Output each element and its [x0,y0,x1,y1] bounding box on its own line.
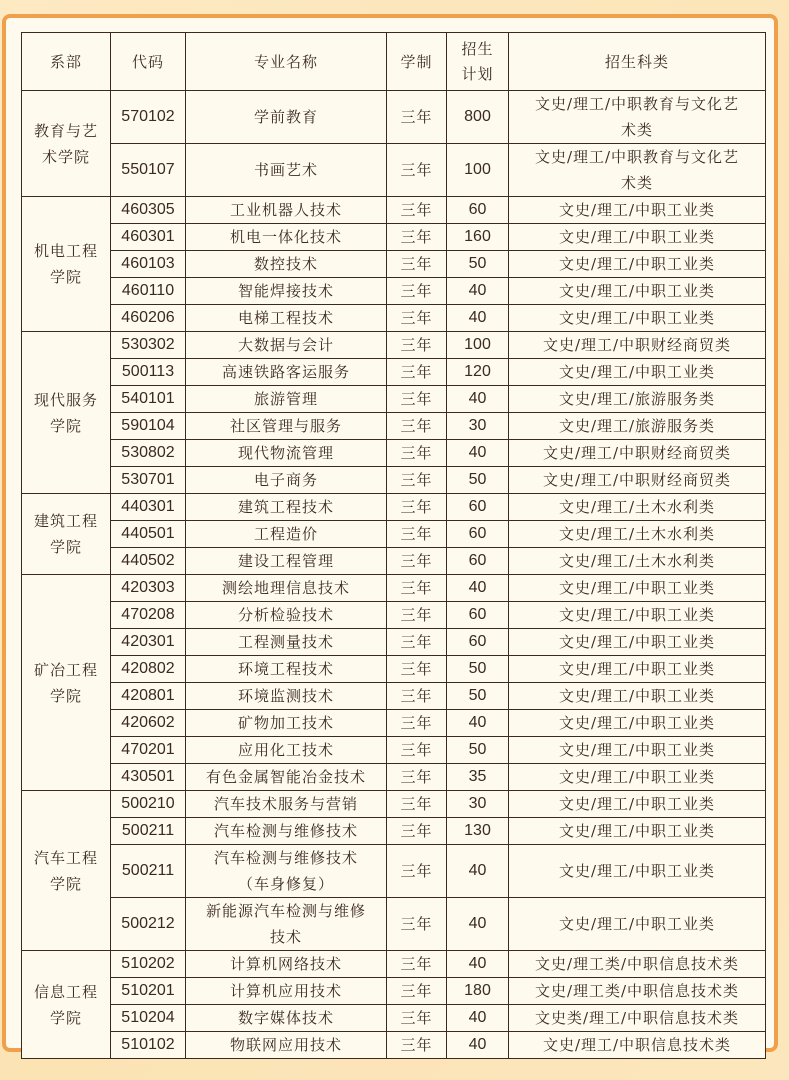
duration-cell: 三年 [387,359,447,386]
plan-cell: 60 [447,629,509,656]
code-cell: 420301 [111,629,186,656]
duration-cell: 三年 [387,305,447,332]
table-row [22,440,766,467]
plan-cell: 40 [447,575,509,602]
plan-cell: 60 [447,548,509,575]
duration-cell: 三年 [387,197,447,224]
major-cell: 工程造价 [186,521,387,548]
category-cell: 文史/理工/中职工业类 [509,359,766,386]
header-major: 专业名称 [186,33,387,91]
code-cell: 460103 [111,251,186,278]
table-row [22,764,766,791]
code-cell: 510201 [111,978,186,1005]
table-row [22,332,766,359]
duration-cell: 三年 [387,1005,447,1032]
category-cell: 文史/理工/中职工业类 [509,791,766,818]
plan-cell: 40 [447,1005,509,1032]
plan-cell: 40 [447,440,509,467]
code-cell: 440301 [111,494,186,521]
table-row [22,791,766,818]
category-cell: 文史/理工/中职工业类 [509,305,766,332]
duration-cell: 三年 [387,224,447,251]
header-duration: 学制 [387,33,447,91]
major-cell: 环境工程技术 [186,656,387,683]
table-row [22,305,766,332]
duration-cell: 三年 [387,575,447,602]
table-row [22,978,766,1005]
code-cell: 420801 [111,683,186,710]
category-cell: 文史/理工类/中职信息技术类 [509,951,766,978]
table-row [22,845,766,898]
plan-cell: 40 [447,386,509,413]
duration-cell: 三年 [387,278,447,305]
major-cell: 汽车检测与维修技术 [186,818,387,845]
major-cell: 工业机器人技术 [186,197,387,224]
code-cell: 500113 [111,359,186,386]
duration-cell: 三年 [387,764,447,791]
duration-cell: 三年 [387,413,447,440]
table-row [22,521,766,548]
major-cell: 智能焊接技术 [186,278,387,305]
table-row [22,898,766,951]
major-cell: 环境监测技术 [186,683,387,710]
code-cell: 460305 [111,197,186,224]
plan-cell: 40 [447,898,509,951]
major-cell: 高速铁路客运服务 [186,359,387,386]
table-row [22,467,766,494]
plan-cell: 40 [447,845,509,898]
header-category: 招生科类 [509,33,766,91]
code-cell: 530701 [111,467,186,494]
code-cell: 510204 [111,1005,186,1032]
major-cell: 汽车技术服务与营销 [186,791,387,818]
header-code: 代码 [111,33,186,91]
table-row [22,224,766,251]
table-body [22,91,766,1059]
major-cell: 学前教育 [186,91,387,144]
duration-cell: 三年 [387,737,447,764]
plan-cell: 60 [447,521,509,548]
table-row [22,359,766,386]
category-cell: 文史/理工/中职工业类 [509,629,766,656]
category-cell: 文史/理工/中职工业类 [509,251,766,278]
major-cell: 数字媒体技术 [186,1005,387,1032]
table-row [22,951,766,978]
plan-cell: 50 [447,683,509,710]
major-cell: 电子商务 [186,467,387,494]
plan-cell: 60 [447,602,509,629]
major-cell: 物联网应用技术 [186,1032,387,1059]
code-cell: 420802 [111,656,186,683]
category-cell: 文史/理工/中职财经商贸类 [509,467,766,494]
major-cell: 现代物流管理 [186,440,387,467]
plan-cell: 160 [447,224,509,251]
category-cell: 文史/理工/中职工业类 [509,656,766,683]
category-cell: 文史/理工/土木水利类 [509,494,766,521]
category-cell: 文史/理工/旅游服务类 [509,386,766,413]
dept-cell: 现代服务 学院 [22,332,111,494]
plan-cell: 50 [447,737,509,764]
code-cell: 430501 [111,764,186,791]
table-row [22,818,766,845]
duration-cell: 三年 [387,602,447,629]
plan-cell: 60 [447,197,509,224]
table-row [22,575,766,602]
major-cell: 工程测量技术 [186,629,387,656]
duration-cell: 三年 [387,521,447,548]
category-cell: 文史/理工类/中职信息技术类 [509,978,766,1005]
header-dept: 系部 [22,33,111,91]
category-cell: 文史/理工/中职信息技术类 [509,1032,766,1059]
table-row [22,386,766,413]
duration-cell: 三年 [387,656,447,683]
plan-cell: 40 [447,278,509,305]
table-row [22,278,766,305]
table-row [22,629,766,656]
category-cell: 文史/理工/中职工业类 [509,278,766,305]
category-cell: 文史/理工/中职教育与文化艺 术类 [509,144,766,197]
major-cell: 测绘地理信息技术 [186,575,387,602]
duration-cell: 三年 [387,845,447,898]
duration-cell: 三年 [387,332,447,359]
duration-cell: 三年 [387,467,447,494]
plan-cell: 60 [447,494,509,521]
code-cell: 500211 [111,845,186,898]
plan-cell: 180 [447,978,509,1005]
enrollment-card [2,14,778,1052]
table-row [22,1032,766,1059]
code-cell: 420303 [111,575,186,602]
header-plan [447,33,509,91]
code-cell: 510102 [111,1032,186,1059]
table-row [22,1005,766,1032]
code-cell: 440502 [111,548,186,575]
category-cell: 文史类/理工/中职信息技术类 [509,1005,766,1032]
major-cell: 新能源汽车检测与维修 技术 [186,898,387,951]
category-cell: 文史/理工/旅游服务类 [509,413,766,440]
major-cell: 汽车检测与维修技术 （车身修复） [186,845,387,898]
table-row [22,91,766,144]
plan-cell: 50 [447,656,509,683]
table-row [22,683,766,710]
category-cell: 文史/理工/中职财经商贸类 [509,332,766,359]
category-cell: 文史/理工/中职工业类 [509,845,766,898]
code-cell: 500210 [111,791,186,818]
category-cell: 文史/理工/中职工业类 [509,764,766,791]
duration-cell: 三年 [387,386,447,413]
duration-cell: 三年 [387,791,447,818]
code-cell: 420602 [111,710,186,737]
code-cell: 470201 [111,737,186,764]
major-cell: 应用化工技术 [186,737,387,764]
plan-cell: 40 [447,305,509,332]
plan-cell: 30 [447,413,509,440]
table-row [22,710,766,737]
plan-cell: 100 [447,332,509,359]
code-cell: 570102 [111,91,186,144]
duration-cell: 三年 [387,951,447,978]
plan-cell: 35 [447,764,509,791]
category-cell: 文史/理工/中职工业类 [509,602,766,629]
category-cell: 文史/理工/中职教育与文化艺 术类 [509,91,766,144]
header-plan-line2: 计划 [461,64,494,83]
dept-cell: 建筑工程 学院 [22,494,111,575]
code-cell: 530802 [111,440,186,467]
table-row [22,144,766,197]
category-cell: 文史/理工/中职工业类 [509,710,766,737]
plan-cell: 100 [447,144,509,197]
duration-cell: 三年 [387,440,447,467]
plan-cell: 40 [447,951,509,978]
duration-cell: 三年 [387,710,447,737]
dept-cell: 信息工程 学院 [22,951,111,1059]
code-cell: 500212 [111,898,186,951]
category-cell: 文史/理工/土木水利类 [509,548,766,575]
plan-cell: 50 [447,467,509,494]
category-cell: 文史/理工/中职工业类 [509,197,766,224]
plan-cell: 120 [447,359,509,386]
major-cell: 大数据与会计 [186,332,387,359]
major-cell: 计算机应用技术 [186,978,387,1005]
category-cell: 文史/理工/中职财经商贸类 [509,440,766,467]
plan-cell: 800 [447,91,509,144]
table-row [22,251,766,278]
duration-cell: 三年 [387,251,447,278]
dept-cell: 教育与艺 术学院 [22,91,111,197]
duration-cell: 三年 [387,548,447,575]
plan-cell: 50 [447,251,509,278]
duration-cell: 三年 [387,898,447,951]
duration-cell: 三年 [387,818,447,845]
table-row [22,602,766,629]
major-cell: 书画艺术 [186,144,387,197]
category-cell: 文史/理工/中职工业类 [509,737,766,764]
major-cell: 分析检验技术 [186,602,387,629]
major-cell: 建筑工程技术 [186,494,387,521]
table-row [22,656,766,683]
major-cell: 有色金属智能冶金技术 [186,764,387,791]
code-cell: 540101 [111,386,186,413]
dept-cell: 矿冶工程 学院 [22,575,111,791]
code-cell: 470208 [111,602,186,629]
code-cell: 500211 [111,818,186,845]
code-cell: 460301 [111,224,186,251]
duration-cell: 三年 [387,978,447,1005]
table-row [22,494,766,521]
table-row [22,548,766,575]
major-cell: 矿物加工技术 [186,710,387,737]
dept-cell: 机电工程 学院 [22,197,111,332]
duration-cell: 三年 [387,494,447,521]
category-cell: 文史/理工/中职工业类 [509,224,766,251]
category-cell: 文史/理工/中职工业类 [509,898,766,951]
plan-cell: 30 [447,791,509,818]
plan-cell: 40 [447,1032,509,1059]
major-cell: 社区管理与服务 [186,413,387,440]
duration-cell: 三年 [387,683,447,710]
category-cell: 文史/理工/中职工业类 [509,818,766,845]
code-cell: 460206 [111,305,186,332]
code-cell: 590104 [111,413,186,440]
duration-cell: 三年 [387,91,447,144]
plan-cell: 130 [447,818,509,845]
major-cell: 计算机网络技术 [186,951,387,978]
header-row [22,33,766,91]
plan-cell: 40 [447,710,509,737]
table-row [22,197,766,224]
code-cell: 460110 [111,278,186,305]
major-cell: 旅游管理 [186,386,387,413]
category-cell: 文史/理工/中职工业类 [509,683,766,710]
enrollment-plan-table [21,32,766,1059]
major-cell: 机电一体化技术 [186,224,387,251]
duration-cell: 三年 [387,629,447,656]
code-cell: 550107 [111,144,186,197]
category-cell: 文史/理工/土木水利类 [509,521,766,548]
duration-cell: 三年 [387,1032,447,1059]
major-cell: 数控技术 [186,251,387,278]
major-cell: 电梯工程技术 [186,305,387,332]
category-cell: 文史/理工/中职工业类 [509,575,766,602]
code-cell: 510202 [111,951,186,978]
table-row [22,737,766,764]
major-cell: 建设工程管理 [186,548,387,575]
header-plan-line1: 招生 [461,39,494,58]
dept-cell: 汽车工程 学院 [22,791,111,951]
table-row [22,413,766,440]
code-cell: 440501 [111,521,186,548]
duration-cell: 三年 [387,144,447,197]
code-cell: 530302 [111,332,186,359]
